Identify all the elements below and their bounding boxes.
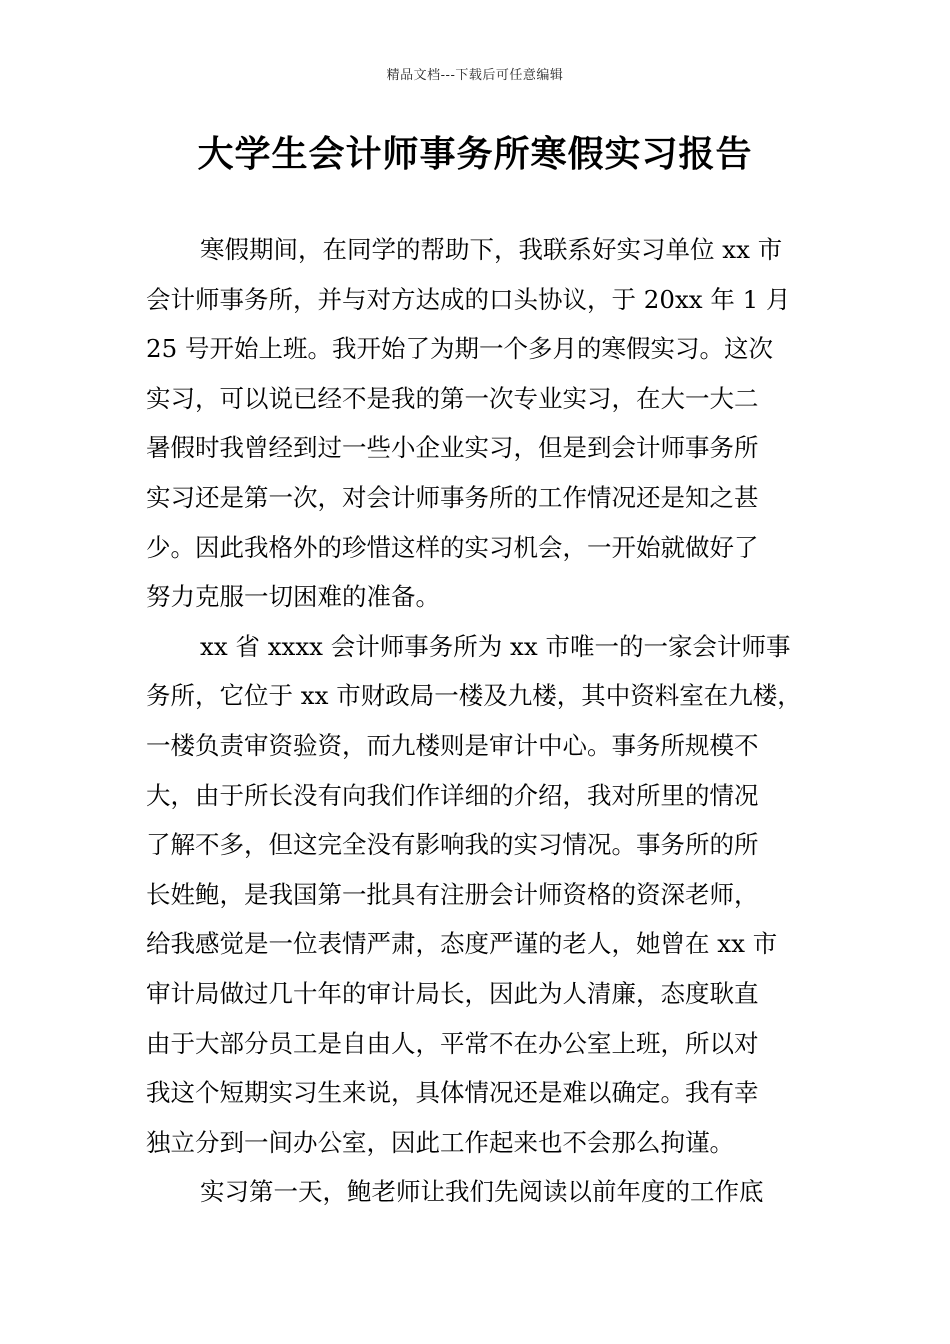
text-line: 暑假时我曾经到过一些小企业实习，但是到会计师事务所	[146, 433, 759, 463]
document-body	[146, 225, 826, 1217]
header-note: 精品文档---下载后可任意编辑	[386, 68, 564, 83]
text-line: xx 省 xxxx 会计师事务所为 xx 市唯一的一家会计师事	[200, 631, 791, 661]
text-line: 少。因此我格外的珍惜这样的实习机会，一开始就做好了	[146, 532, 759, 562]
text-line: 独立分到一间办公室，因此工作起来也不会那么拘谨。	[146, 1127, 734, 1157]
text-line: 大，由于所长没有向我们作详细的介绍，我对所里的情况	[146, 780, 759, 810]
text-line: 会计师事务所，并与对方达成的口头协议，于 20xx 年 1 月	[146, 284, 791, 314]
text-line: 审计局做过几十年的审计局长，因此为人清廉，态度耿直	[146, 978, 759, 1008]
text-line: 实习第一天，鲍老师让我们先阅读以前年度的工作底	[200, 1177, 764, 1207]
text-line: 25 号开始上班。我开始了为期一个多月的寒假实习。这次	[146, 334, 773, 364]
text-line: 实习还是第一次，对会计师事务所的工作情况还是知之甚	[146, 482, 759, 512]
text-line: 给我感觉是一位表情严肃，态度严谨的老人，她曾在 xx 市	[146, 929, 778, 959]
text-line: 我这个短期实习生来说，具体情况还是难以确定。我有幸	[146, 1078, 759, 1108]
text-line: 努力克服一切困难的准备。	[146, 582, 440, 612]
document-title: 大学生会计师事务所寒假实习报告	[197, 134, 753, 175]
text-line: 由于大部分员工是自由人，平常不在办公室上班，所以对	[146, 1028, 759, 1058]
text-line: 务所，它位于 xx 市财政局一楼及九楼，其中资料室在九楼，	[146, 681, 802, 711]
paragraph-3	[146, 1167, 826, 1217]
paragraph-2	[146, 622, 826, 1168]
text-line: 了解不多，但这完全没有影响我的实习情况。事务所的所	[146, 830, 759, 860]
text-line: 长姓鲍，是我国第一批具有注册会计师资格的资深老师，	[146, 879, 759, 909]
text-line: 实习，可以说已经不是我的第一次专业实习，在大一大二	[146, 383, 759, 413]
paragraph-1	[146, 225, 826, 622]
text-line: 一楼负责审资验资，而九楼则是审计中心。事务所规模不	[146, 730, 759, 760]
text-line: 寒假期间，在同学的帮助下，我联系好实习单位 xx 市	[200, 235, 783, 264]
